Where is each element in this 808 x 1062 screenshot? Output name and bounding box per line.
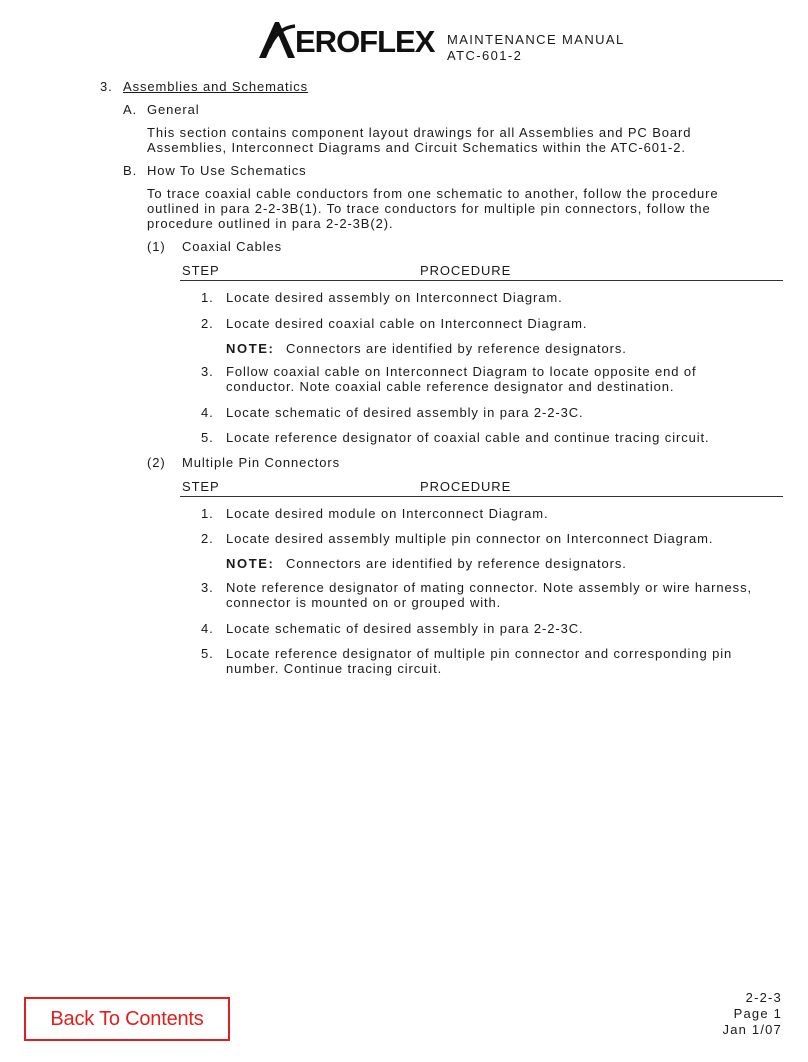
multipin-number: (2) [147,455,166,470]
section-title: Assemblies and Schematics [123,79,309,94]
multipin-step-text: Locate reference designator of multiple pin connector and corresponding pin [226,646,733,661]
aeroflex-a-icon [255,18,299,62]
model-number: ATC-601-2 [447,48,523,63]
multipin-note-label: NOTE: [226,556,275,571]
subsection-a-title: General [147,102,200,117]
schematics-paragraph-line: outlined in para 2-2-3B(1). To trace conductors for multiple pin connectors, follow the [147,201,711,216]
manual-title: MAINTENANCE MANUAL [447,32,625,47]
back-to-contents-label: Back To Contents [50,1007,204,1030]
section-number: 3. [100,79,113,94]
multipin-step-text: connector is mounted on or grouped with. [226,595,502,610]
multipin-step-number: 4. [201,621,214,636]
multipin-step-number: 1. [201,506,214,521]
multipin-step-text: Locate desired assembly multiple pin connector on Interconnect Diagram. [226,531,714,546]
general-paragraph-line: Assemblies, Interconnect Diagrams and Circuit Schematics within the ATC-601-2. [147,140,686,155]
coax-step-text: Locate desired assembly on Interconnect Diagram. [226,290,563,305]
multipin-step-number: 5. [201,646,214,661]
multipin-step-header: STEP [182,479,220,494]
subsection-b-letter: B. [123,163,138,178]
multipin-note-text: Connectors are identified by reference designators. [286,556,627,571]
multipin-header-rule [180,496,783,497]
multipin-step-number: 3. [201,580,214,595]
revision-date: Jan 1/07 [722,1022,782,1037]
coax-step-text: conductor. Note coaxial cable reference designator and destination. [226,379,675,394]
coax-title: Coaxial Cables [182,239,283,254]
back-to-contents-button[interactable] [24,997,230,1041]
multipin-step-text: Locate schematic of desired assembly in para 2-2-3C. [226,621,584,636]
coax-number: (1) [147,239,166,254]
coax-step-text: Follow coaxial cable on Interconnect Diagram to locate opposite end of [226,364,697,379]
multipin-step-text: Note reference designator of mating connector. Note assembly or wire harness, [226,580,752,595]
subsection-a-letter: A. [123,102,138,117]
coax-step-text: Locate reference designator of coaxial cable and continue tracing circuit. [226,430,710,445]
multipin-step-text: number. Continue tracing circuit. [226,661,443,676]
coax-header-rule [180,280,783,281]
coax-step-number: 1. [201,290,214,305]
coax-step-number: 3. [201,364,214,379]
multipin-step-text: Locate desired module on Interconnect Diagram. [226,506,549,521]
coax-note-text: Connectors are identified by reference designators. [286,341,627,356]
coax-step-number: 4. [201,405,214,420]
coax-step-header: STEP [182,263,220,278]
multipin-step-number: 2. [201,531,214,546]
coax-step-text: Locate desired coaxial cable on Interconnect Diagram. [226,316,588,331]
coax-step-number: 2. [201,316,214,331]
coax-procedure-header: PROCEDURE [420,263,512,278]
coax-note-label: NOTE: [226,341,275,356]
schematics-paragraph-line: To trace coaxial cable conductors from one schematic to another, follow the procedure [147,186,719,201]
section-reference: 2-2-3 [745,990,782,1005]
multipin-procedure-header: PROCEDURE [420,479,512,494]
schematics-paragraph-line: procedure outlined in para 2-2-3B(2). [147,216,394,231]
coax-step-text: Locate schematic of desired assembly in para 2-2-3C. [226,405,584,420]
subsection-b-title: How To Use Schematics [147,163,307,178]
coax-step-number: 5. [201,430,214,445]
multipin-title: Multiple Pin Connectors [182,455,340,470]
page-number: Page 1 [733,1006,782,1021]
aeroflex-logo [255,18,435,62]
logo-text: EROFLEX [295,24,435,59]
general-paragraph-line: This section contains component layout drawings for all Assemblies and PC Board [147,125,692,140]
